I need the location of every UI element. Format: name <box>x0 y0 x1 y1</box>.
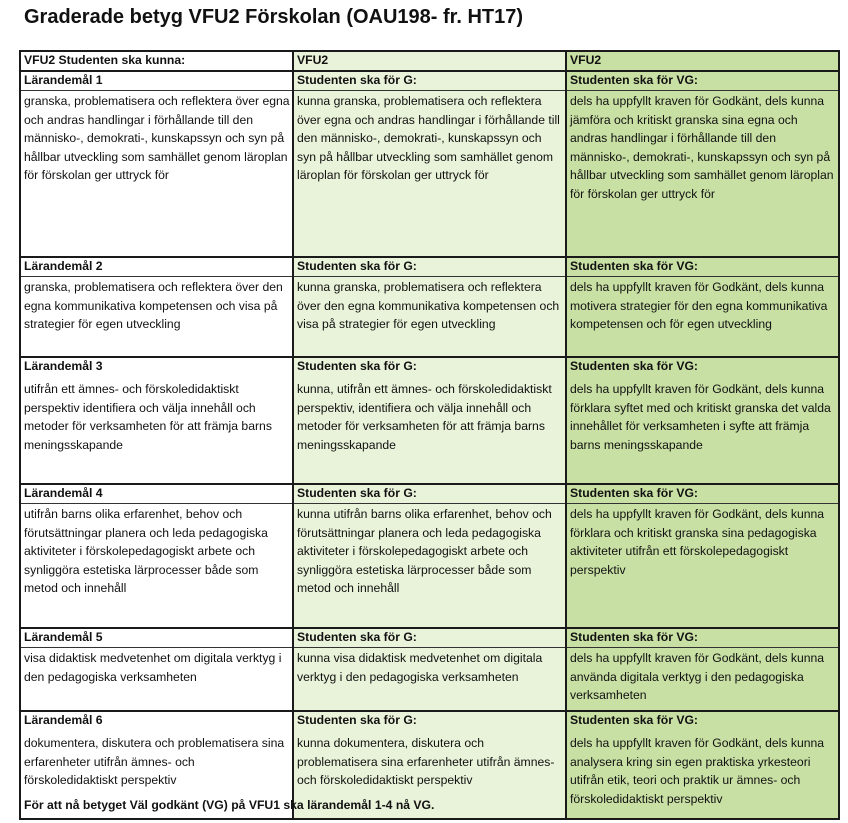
vg-criteria-text: dels ha uppfyllt kraven för Godkänt, dels kunna motivera strategier för den egna kommunikativa kompetensen och för egen utveckling <box>570 280 828 332</box>
goal-text: dokumentera, diskutera och problematisera sina erfarenheter utifrån ämnes- och förskoledidaktiskt perspektiv <box>24 736 285 788</box>
g-criteria-cell <box>293 257 566 357</box>
goal-cell <box>20 257 293 357</box>
header-cell-student <box>20 51 293 71</box>
goal-text: utifrån barns olika erfarenhet, behov och förutsättningar planera och leda pedagogiska aktiviteter i förskolepedagogiskt arbete och synliggöra estetiska lärprocesser både som metod och innehåll <box>24 507 268 596</box>
header-label: VFU2 <box>570 53 602 67</box>
footer-note: För att nå betyget Väl godkänt (VG) på VFU1 ska lärandemål 1-4 nå VG. <box>24 798 435 812</box>
g-label: Studenten ska för G: <box>297 713 417 727</box>
g-label: Studenten ska för G: <box>297 359 417 373</box>
g-criteria-text: kunna granska, problematisera och reflektera över den egna kommunikativa kompetensen och visa på strategier för egen utveckling <box>297 280 560 332</box>
goal-text: visa didaktisk medvetenhet om digitala verktyg i den pedagogiska verksamheten <box>24 651 282 684</box>
goal-text: granska, problematisera och reflektera över den egna kommunikativa kompetensen och visa på strategier för egen utveckling <box>24 280 283 332</box>
vg-criteria-cell <box>566 484 839 628</box>
vg-criteria-text: dels ha uppfyllt kraven för Godkänt, dels kunna förklara och kritiskt granska sina pedagogiska aktiviteter utifrån ett förskolepedagogiskt perspektiv <box>570 507 825 577</box>
vg-criteria-text: dels ha uppfyllt kraven för Godkänt, dels kunna analysera kring sin egen praktiska yrkesteori utifrån etik, teori och praktik ur ämnes- och förskoledidaktiskt perspektiv <box>570 736 825 806</box>
goal-label: Lärandemål 6 <box>24 713 103 727</box>
g-label: Studenten ska för G: <box>294 485 565 504</box>
header-cell-vfu2-g <box>293 51 566 71</box>
table-row <box>20 357 839 484</box>
goal-cell <box>20 357 293 484</box>
g-criteria-text: kunna granska, problematisera och reflektera över egna och andras handlingar i förhållande till den människo-, demokrati-, kunskapssyn och syn på hållbar utveckling som samhället genom läroplan för förskolan ger uttryck för <box>297 94 560 183</box>
g-criteria-cell <box>293 357 566 484</box>
vg-criteria-text: dels ha uppfyllt kraven för Godkänt, dels kunna förklara syftet med och kritiskt granska det valda innehållet för verksamheten i syfte att främja barns meningsskapande <box>570 382 831 452</box>
vg-label: Studenten ska för VG: <box>567 629 838 648</box>
goal-text: utifrån ett ämnes- och förskoledidaktiskt perspektiv identifiera och välja innehåll och metoder för verksamheten för att främja barns meningsskapande <box>24 382 272 452</box>
table-header-row <box>20 51 839 71</box>
vg-criteria-cell <box>566 257 839 357</box>
vg-label: Studenten ska för VG: <box>567 485 838 504</box>
g-criteria-cell <box>293 484 566 628</box>
goal-label: Lärandemål 4 <box>21 485 292 504</box>
header-cell-vfu2-vg <box>566 51 839 71</box>
g-criteria-text: kunna dokumentera, diskutera och problematisera sina erfarenheter utifrån ämnes- och förskoledidaktiskt perspektiv <box>297 736 555 788</box>
vg-criteria-cell <box>566 711 839 819</box>
vg-criteria-text: dels ha uppfyllt kraven för Godkänt, dels kunna använda digitala verktyg i den pedagogiska verksamheten <box>570 651 825 703</box>
goal-label: Lärandemål 3 <box>24 359 103 373</box>
goal-label: Lärandemål 1 <box>21 72 292 91</box>
vg-criteria-text: dels ha uppfyllt kraven för Godkänt, dels kunna jämföra och kritiskt granska sina egna och andras handlingar i förhållande till den människo-, demokrati-, kunskapssyn och syn på hållbar utveckling som samhället genom läroplan för förskolan ger uttryck för <box>570 94 834 201</box>
table-row <box>20 257 839 357</box>
g-criteria-text: kunna utifrån barns olika erfarenhet, behov och förutsättningar planera och leda pedagogiska aktiviteter i förskolepedagogiskt arbete och synliggöra estetiska lärprocesser både som metod och innehåll <box>297 507 552 596</box>
page-title: Graderade betyg VFU2 Förskolan (OAU198- fr. HT17) <box>24 6 524 28</box>
goal-cell <box>20 628 293 711</box>
goal-cell <box>20 71 293 257</box>
table-row <box>20 71 839 257</box>
goal-label: Lärandemål 2 <box>21 258 292 277</box>
g-label: Studenten ska för G: <box>294 72 565 91</box>
goal-cell <box>20 484 293 628</box>
header-label: VFU2 Studenten ska kunna: <box>24 53 186 67</box>
vg-label: Studenten ska för VG: <box>567 72 838 91</box>
goal-label: Lärandemål 5 <box>21 629 292 648</box>
grading-table <box>19 50 840 820</box>
g-label: Studenten ska för G: <box>294 629 565 648</box>
g-criteria-cell <box>293 628 566 711</box>
g-criteria-text: kunna visa didaktisk medvetenhet om digitala verktyg i den pedagogiska verksamheten <box>297 651 543 684</box>
g-criteria-cell <box>293 71 566 257</box>
header-label: VFU2 <box>297 53 329 67</box>
goal-text: granska, problematisera och reflektera över egna och andras handlingar i förhållande till den människo-, demokrati-, kunskapssyn och syn på hållbar utveckling som samhället genom läroplan för förskolan ger uttryck för <box>24 94 290 183</box>
table-row <box>20 484 839 628</box>
vg-label: Studenten ska för VG: <box>570 359 698 373</box>
vg-label: Studenten ska för VG: <box>567 258 838 277</box>
vg-label: Studenten ska för VG: <box>570 713 698 727</box>
vg-criteria-cell <box>566 71 839 257</box>
vg-criteria-cell <box>566 628 839 711</box>
g-criteria-text: kunna, utifrån ett ämnes- och förskoledidaktiskt perspektiv, identifiera och välja innehåll och metoder för verksamheten för att främja barns meningsskapande <box>297 382 552 452</box>
table-row <box>20 628 839 711</box>
vg-criteria-cell <box>566 357 839 484</box>
g-label: Studenten ska för G: <box>294 258 565 277</box>
